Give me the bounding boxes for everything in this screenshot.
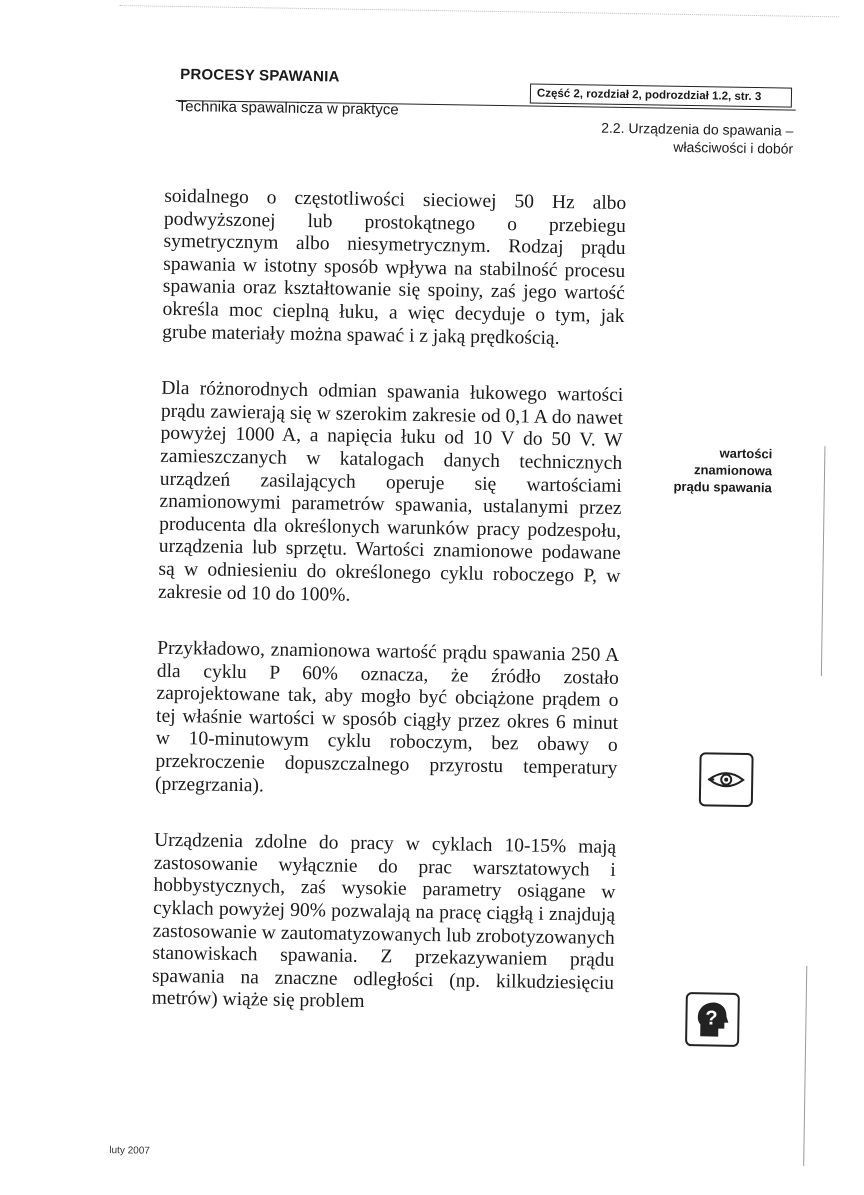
margin-note-line3: prądu spawania [673, 478, 772, 496]
section-title-line2: właściwości i dobór [673, 138, 794, 157]
paragraph-3: Przykładowo, znamionowa wartość prądu spawania 250 A dla cyklu P 60% oznacza, że źródło zostało zaprojektowane tak, aby mogło być obciążone prądem o tej właśnie wartości w sposób ciągły przez okres 6 minut w 10-minutowym cyklu roboczym, bez obawy o przekroczenie dopuszczalnego przyrostu temperatury (przegrzania). [154, 637, 620, 797]
reference-box: Część 2, rozdział 2, podrozdział 1.2, str. 3 [530, 84, 792, 108]
scan-edge-mark [821, 446, 826, 676]
header-title: PROCESY SPAWANIA [180, 66, 340, 86]
margin-note-line1: wartości [719, 445, 773, 462]
paragraph-1: soidalnego o częstotliwości sieciowej 50 Hz albo podwyższonej lub prostokątnego o przebiegu symetrycznym albo niesymetrycznym. Rodzaj prądu spawania w istotny sposób wpływa na stabilność procesu spawania oraz kształtowanie się spoiny, zaś jego wartość określa moc cieplną łuku, a więc decyduje o tym, jak grube materiały można spawać i z jaką prędkością. [162, 185, 627, 349]
margin-note [673, 444, 772, 497]
scan-dots [119, 5, 839, 19]
eye-icon [699, 752, 754, 807]
footer-date: luty 2007 [109, 1145, 150, 1157]
header-subtitle: Technika spawalnicza w praktyce [177, 97, 399, 119]
section-title [601, 119, 794, 158]
question-head-icon [685, 992, 740, 1047]
margin-note-line2: znamionowa [693, 462, 773, 479]
scan-edge-mark-lower [803, 966, 807, 1166]
section-title-line1: 2.2. Urządzenia do spawania – [601, 119, 794, 139]
paragraph-4: Urządzenia zdolne do pracy w cyklach 10-15% mają zastosowanie wyłącznie do prac warsztatowych i hobbystycznych, zaś wysokie parametry osiągane w cyklach powyżej 90% pozwalają na pracę ciągłą i znajdują zastosowanie w zautomatyzowanych lub zrobotyzowanych stanowiskach spawania. Z przekazywaniem prądu spawania na znaczne odległości (np. kilkudziesięciu metrów) wiąże się problem [151, 829, 617, 1013]
paragraph-2: Dla różnorodnych odmian spawania łukowego wartości prądu zawierają się w szerokim zakresie od 0,1 A do nawet powyżej 1000 A, a napięcia łuku od 10 V do 50 V. W zamieszczanych w katalogach danych technicznych urządzeń zasilających operuje się wartościami znamionowymi parametrów spawania, ustalanymi przez producenta dla określonych warunków pracy podzespołu, urządzenia lub sprzętu. Wartości znamionowe podawane są w odniesieniu do określonego cyklu roboczego P, w zakresie od 10 do 100%. [157, 377, 624, 606]
body-text [151, 186, 626, 1052]
svg-text:?: ? [705, 1007, 718, 1030]
